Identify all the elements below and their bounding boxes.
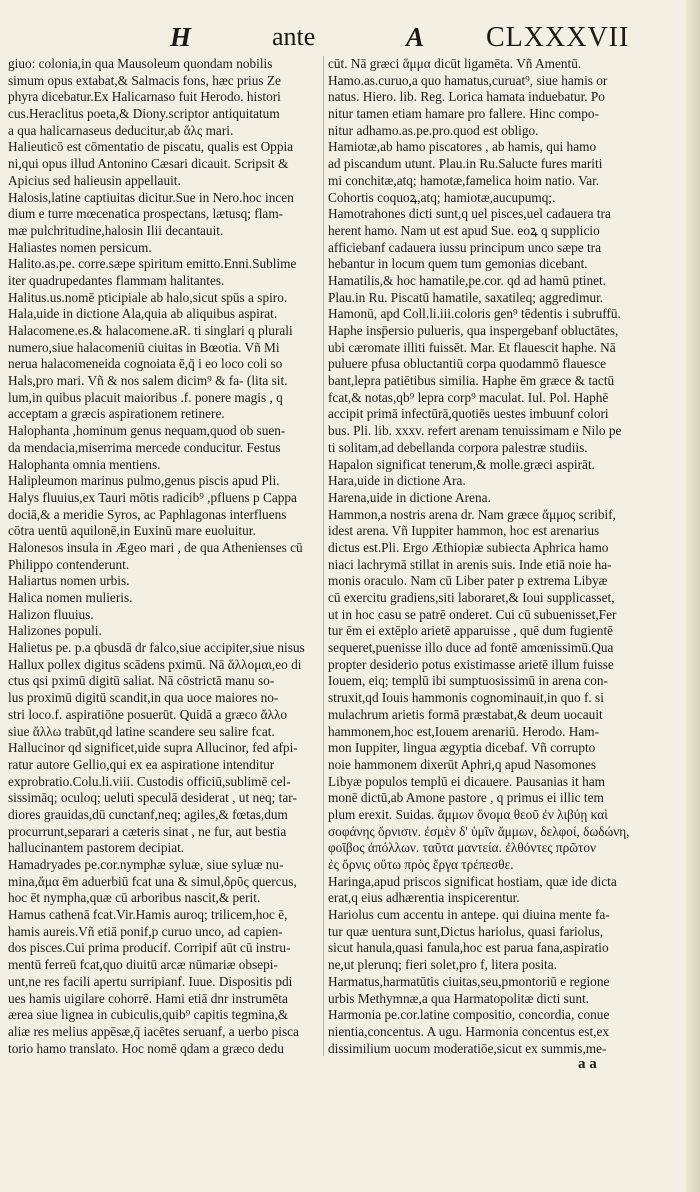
running-header	[170, 22, 680, 58]
text-line: ues hamis uigilare cohorrē. Hami etiā dnr instrumēta	[8, 990, 288, 1006]
text-line: ni,qui opus illud Antonino Cæsari dicauit. Scripsit &	[8, 156, 289, 172]
text-line: Hariolus cum accentu in antepe. qui diuina mente fa-	[328, 907, 610, 923]
text-line: Halophanta ,hominum genus nequam,quod ob suen-	[8, 423, 286, 439]
text-line: dociā,& a meridie Syros, ac Paphlagonas interfluens	[8, 506, 287, 522]
text-line: bant,lepra patiētibus similia. Haphe ēm græce & tactū	[328, 373, 615, 389]
text-line: tur ēm ei extēplo arietē apparuisse , quē dum fugientē	[328, 623, 614, 639]
text-line: dissimilium uocum moderatiōe,sicut ex summis,me-	[328, 1040, 607, 1056]
text-line: a qua halicarnaseus deducitur,ab ἅλς mari.	[8, 122, 234, 138]
text-line: Hala,uide in dictione Ala,quia ab aliquibus aspirat.	[8, 306, 278, 322]
header-letter-middle: A	[406, 22, 425, 52]
text-line: Libyæ populos templū ei dicauere. Pausanias it ham	[328, 773, 605, 789]
text-line: mentū ferreū fcat,quo diuitū arcæ nūmariæ obsepi-	[8, 957, 278, 973]
text-line: σοφάνης ὄρνισιν. ἐσμὲν δ' ὑμῖν ἄμμων, δελφοί, δωδώνη,	[328, 823, 630, 839]
text-line: sicut hanula,quasi fanula,hoc est parua fana,aspiratio	[328, 940, 609, 956]
text-line: nitur tamen etiam hamare pro fallere. Hinc compo-	[328, 106, 599, 122]
text-line: Harmonia pe.cor.latine compositio, concordia, conue	[328, 1007, 610, 1023]
text-line: Hapalon significat tenerum,& molle.græci aspirāt.	[328, 456, 595, 472]
text-line: lum,in quibus placuit maioribus .f. ponere magis , q	[8, 389, 283, 405]
text-line: fcat,& notas,qb⁹ lepra corp⁹ maculat. Iul. Pol. Haphē	[328, 389, 609, 405]
text-line: noie hammonem dixerūt Aphri,q apud Nasomones	[328, 756, 597, 772]
text-line: Halizones populi.	[8, 623, 102, 639]
text-line: tur quæ uentura sunt,Dictus hariolus, quasi fariolus,	[328, 923, 604, 939]
text-line: ad piscandum utunt. Plau.in Ru.Salucte fures mariti	[328, 156, 603, 172]
text-line: afficiebanf cadauera iussu principum unco sæpe tra	[328, 239, 601, 255]
text-line: nitur adhamo.as.pe.pro.quod est obligo.	[328, 122, 539, 138]
text-line: Hallux pollex digitus scādens pximū. Nā ἅλλομαι,eo di	[8, 656, 302, 672]
text-line: Halonesos insula in Ægeo mari , de qua Athenienses cū	[8, 539, 303, 555]
text-line: Haliartus nomen urbis.	[8, 573, 130, 589]
text-line: hallucinantem pastorem decipiat.	[8, 840, 185, 856]
text-line: Hamus cathenā fcat.Vir.Hamis auroq; trilicem,hoc ē,	[8, 907, 288, 923]
text-line: Hara,uide in dictione Ara.	[328, 473, 466, 489]
text-line: Harena,uide in dictione Arena.	[328, 489, 491, 505]
text-line: dictus est.Pli. Ergo Æthiopiæ subiecta Aphrica hamo	[328, 539, 609, 555]
text-line: cōtra uentū aquilonē,in Euxinū mare euoluitur.	[8, 523, 256, 539]
text-line: aliæ res melius appēsæ,q̄ iacētes seruanf, a uerbo pisca	[8, 1023, 299, 1039]
text-line: Halizon fluuius.	[8, 606, 94, 622]
text-line: sissimāq; oculoq; ueluti speculā desiderat , ut neq; tar-	[8, 790, 297, 806]
text-line: da mendacia,miserrima mercede conducitur. Festus	[8, 439, 281, 455]
text-line: Halito.as.pe. corre.sæpe spiritum emitto.Enni.Sublime	[8, 256, 297, 272]
text-line: cūt. Nā græci ἅμμα dicūt ligamēta. Vñ Amentū.	[328, 56, 582, 71]
text-line: Apicius sed halieusin appellauit.	[8, 172, 181, 188]
text-line: Hammon,a nostris arena dr. Nam græce ἄμμος scribif,	[328, 506, 616, 522]
text-line: ærea siue lignea in cubiculis,quib⁹ capitis tegmina,&	[8, 1007, 289, 1023]
text-line: exprobratio.Colu.li.viii. Custodis officiū,sublimē cel-	[8, 773, 291, 789]
text-line: simum opus extabat,& Salmacis fons, hæc prius Ze	[8, 72, 281, 88]
text-line: mæ pulchritudine,halosin Ilii decantauit.	[8, 222, 224, 238]
text-line: hammonem,hoc est,Iouem arenariū. Herodo. Ham-	[328, 723, 600, 739]
text-line: sequeret,puenisse illo duce ad fontē amœnissimū.Qua	[328, 640, 614, 656]
text-line: nerua halacomeneida cognoiata ē,q̄ i eo loco coli so	[8, 356, 283, 372]
text-line: mulachrum arietis formā præstabat,& deum uocauit	[328, 706, 603, 722]
text-line: Halys fluuius,ex Tauri mōtis radicib⁹ ,pfluens p Cappa	[8, 489, 297, 505]
text-line: propter desiderio potus existimasse arietē illum fuisse	[328, 656, 614, 672]
text-line: Hamo.as.curuo,a quo hamatus,curuat⁹, siue hamis or	[328, 72, 608, 88]
text-line: Halacomene.es.& halacomene.aR. ti singlari q plurali	[8, 323, 293, 338]
text-line: dium e turre mœcenatica prospectans, lætusq; flam-	[8, 206, 284, 222]
text-line: mon Iuppiter, lingua ægyptia dicebaf. Vñ corrupto	[328, 740, 596, 756]
text-line: cū exercitu gradiens,siti laboraret,& Ioui supplicasset,	[328, 590, 615, 605]
text-line: ἐς ὄρνις οὕτω πρὸς ἔργα τρέπεσθε.	[328, 857, 514, 872]
text-line: monē dictū,ab Amone pastore , q primus ei illic tem	[328, 790, 604, 806]
text-line: ctus qsi pximū digitū saliat. Nā cōstrictā manu so-	[8, 673, 275, 689]
text-line: ratur autore Gellio,qui ex ea aspiratione intenditur	[8, 756, 275, 772]
text-line: bus. Pli. lib. xxxv. refert arenam tenuissimam e Nilo pe	[328, 423, 622, 439]
text-line: plum erexit. Suidas. ἄμμων ὄνομα θεοῦ ἐν λιβύῃ καὶ	[328, 806, 608, 822]
text-line: Haliastes nomen persicum.	[8, 239, 152, 255]
text-line: numero,siue halacomeniū ciuitas in Bœotia. Vñ Mi	[8, 339, 280, 355]
text-line: Halietus pe. p.a qbusdā dr falco,siue accipiter,siue nisus	[8, 640, 305, 656]
text-line: dos pisces.Cui prima producif. Corripif aūt cū instru-	[8, 940, 291, 956]
text-line: Haphe insp̄ersio pulueris, qua inspergebanf obluctātes,	[328, 323, 619, 338]
text-line: erat,q eius adhærentia inspicerentur.	[328, 890, 520, 906]
text-line: puluere pfusa obluctantiū corpa quodammō flauesce	[328, 356, 607, 372]
text-line: Hamatilis,& hoc hamatile,pe.cor. qd ad hamū ptinet.	[328, 272, 607, 288]
text-line: struxit,qd Iouis hammonis cognominauit,in quo f. si	[328, 690, 604, 706]
text-line: ti solitam,ad debellanda corpora palestræ studiis.	[328, 439, 588, 455]
text-line: Cohortis coquoꝝ,atq; hamiotæ,aucupumq;.	[328, 189, 556, 205]
text-line: natus. Hiero. lib. Reg. Lorica hamata induebatur. Po	[328, 89, 605, 105]
header-word: ante	[272, 22, 316, 51]
right-column	[328, 56, 692, 1057]
signature-mark: a a	[578, 1056, 597, 1072]
text-line: Hals,pro mari. Vñ & nos salem dicim⁹ & fa- (lita sit.	[8, 373, 288, 389]
text-line: herent hamo. Nam ut est apud Sue. eoꝝ q supplicio	[328, 222, 600, 238]
folio-number: CLXXXVII	[486, 22, 630, 53]
text-line: mi conchitæ,atq; hamotæ,famelica hoim natio. Var.	[328, 172, 600, 188]
text-line: procurrunt,separari a cæteris sinat , ne fur, aut bestia	[8, 823, 287, 839]
text-line: φοῖβος ἀπόλλων. ταῦτα μαντεία. ἐλθόντες πρῶτον	[328, 840, 596, 856]
text-line: ut in hoc casu se patrē onderet. Cui cū subuenisset,Fer	[328, 606, 617, 622]
text-line: Haringa,apud priscos significat hostiam, quæ ide dicta	[328, 873, 617, 889]
text-line: ne,ut plerunq; fieri solet,pro f, litera posita.	[328, 957, 557, 973]
text-line: Halipleumon marinus pulmo,genus piscis apud Pli.	[8, 473, 280, 489]
text-line: Hamotrahones dicti sunt,q uel pisces,uel cadauera tra	[328, 206, 611, 222]
text-line: phyra dicebatur.Ex Halicarnaso fuit Herodo. histori	[8, 89, 281, 105]
text-line: hamis aureis.Vñ etiā ponif,p curuo unco, ad capien-	[8, 923, 283, 939]
text-line: iter quadrupedantes flammam halitantes.	[8, 272, 225, 288]
text-line: niaci lachrymā stillat in arenis suis. Inde etiā noie ha-	[328, 556, 612, 572]
text-line: hoc ēt nympha,quæ cū arboribus nascit,& perit.	[8, 890, 261, 906]
text-line: torio hamo translato. Hoc nomē qdam a græco dedu	[8, 1040, 284, 1056]
text-line: accipit primā infectūrā,quotiēs uestes imbuunf colori	[328, 406, 609, 422]
text-line: diores grauidas,dū cunctanf,neq; agiles,& fœtas,dum	[8, 806, 288, 822]
header-letter-left: H	[170, 22, 192, 52]
text-line: cus.Heraclitus poeta,& Diony.scriptor antiquitatum	[8, 106, 280, 122]
text-line: idest arena. Vñ Iuppiter hammon, hoc est arenarius	[328, 523, 600, 539]
text-line: urbis Methymnæ,a qua Harmatopolitæ dicti sunt.	[328, 990, 590, 1006]
text-line: Iouem, eiq; templū ibi sumptuosissimū in arena con-	[328, 673, 608, 689]
text-line: nientia,concentus. A ugu. Harmonia concentus est,ex	[328, 1023, 610, 1039]
text-line: Hamadryades pe.cor.nymphæ syluæ, siue syluæ nu-	[8, 857, 284, 872]
text-line: Halieuticō est cōmentatio de piscatu, qualis est Oppia	[8, 139, 294, 155]
text-line: Plau.in Ru. Piscatū hamatile, saxatileq; aggredimur.	[328, 289, 604, 305]
text-line: Hallucinor qd significet,uide supra Allucinor, fed afpi-	[8, 740, 298, 756]
text-line: ubi cæromate illiti fuissēt. Mar. Et flauescit haphe. Nā	[328, 339, 616, 355]
text-line: Halophanta omnia mentiens.	[8, 456, 161, 472]
text-line: Halitus.us.nomē pticipiale ab halo,sicut spūs a spiro.	[8, 289, 288, 305]
text-line: lus proximū digitū scandit,in qua uoce maiores no-	[8, 690, 279, 706]
text-line: Hamiotæ,ab hamo piscatores , ab hamis, qui hamo	[328, 139, 597, 155]
text-line: siue ἄλλω trabūt,qd latine scandere seu salire fcat.	[8, 723, 275, 739]
text-line: Philippo contenderunt.	[8, 556, 130, 572]
text-line: Halosis,latine captiuitas dicitur.Sue in Nero.hoc incen	[8, 189, 294, 205]
text-line: mina,ἅμα ēm aduerbiū fcat una & simul,δρῦς quercus,	[8, 873, 297, 889]
text-line: acceptam a græcis aspirationem retinere.	[8, 406, 225, 422]
left-column	[8, 56, 320, 1057]
text-line: monis oraculo. Nam cū Liber pater p extrema Libyæ	[328, 573, 608, 589]
text-line: unt,ne res facili apertu surripianf. Iuue. Dispositis pdi	[8, 973, 293, 989]
text-line: giuo: colonia,in qua Mausoleum quondam nobilis	[8, 56, 273, 71]
text-line: Hamonū, apd Coll.li.iii.coloris gen⁹ tēdentis i subruffū.	[328, 306, 621, 322]
column-gutter	[323, 56, 324, 1056]
text-line: Halica nomen mulieris.	[8, 590, 133, 605]
text-line: Harmatus,harmatūtis ciuitas,seu,pmontoriū e regione	[328, 973, 610, 989]
text-line: stri loco.f. aspiratiōne posuerūt. Quidā a græco ἄλλο	[8, 706, 288, 722]
text-line: hebantur in locum quem tum gemonias dicebant.	[328, 256, 588, 272]
